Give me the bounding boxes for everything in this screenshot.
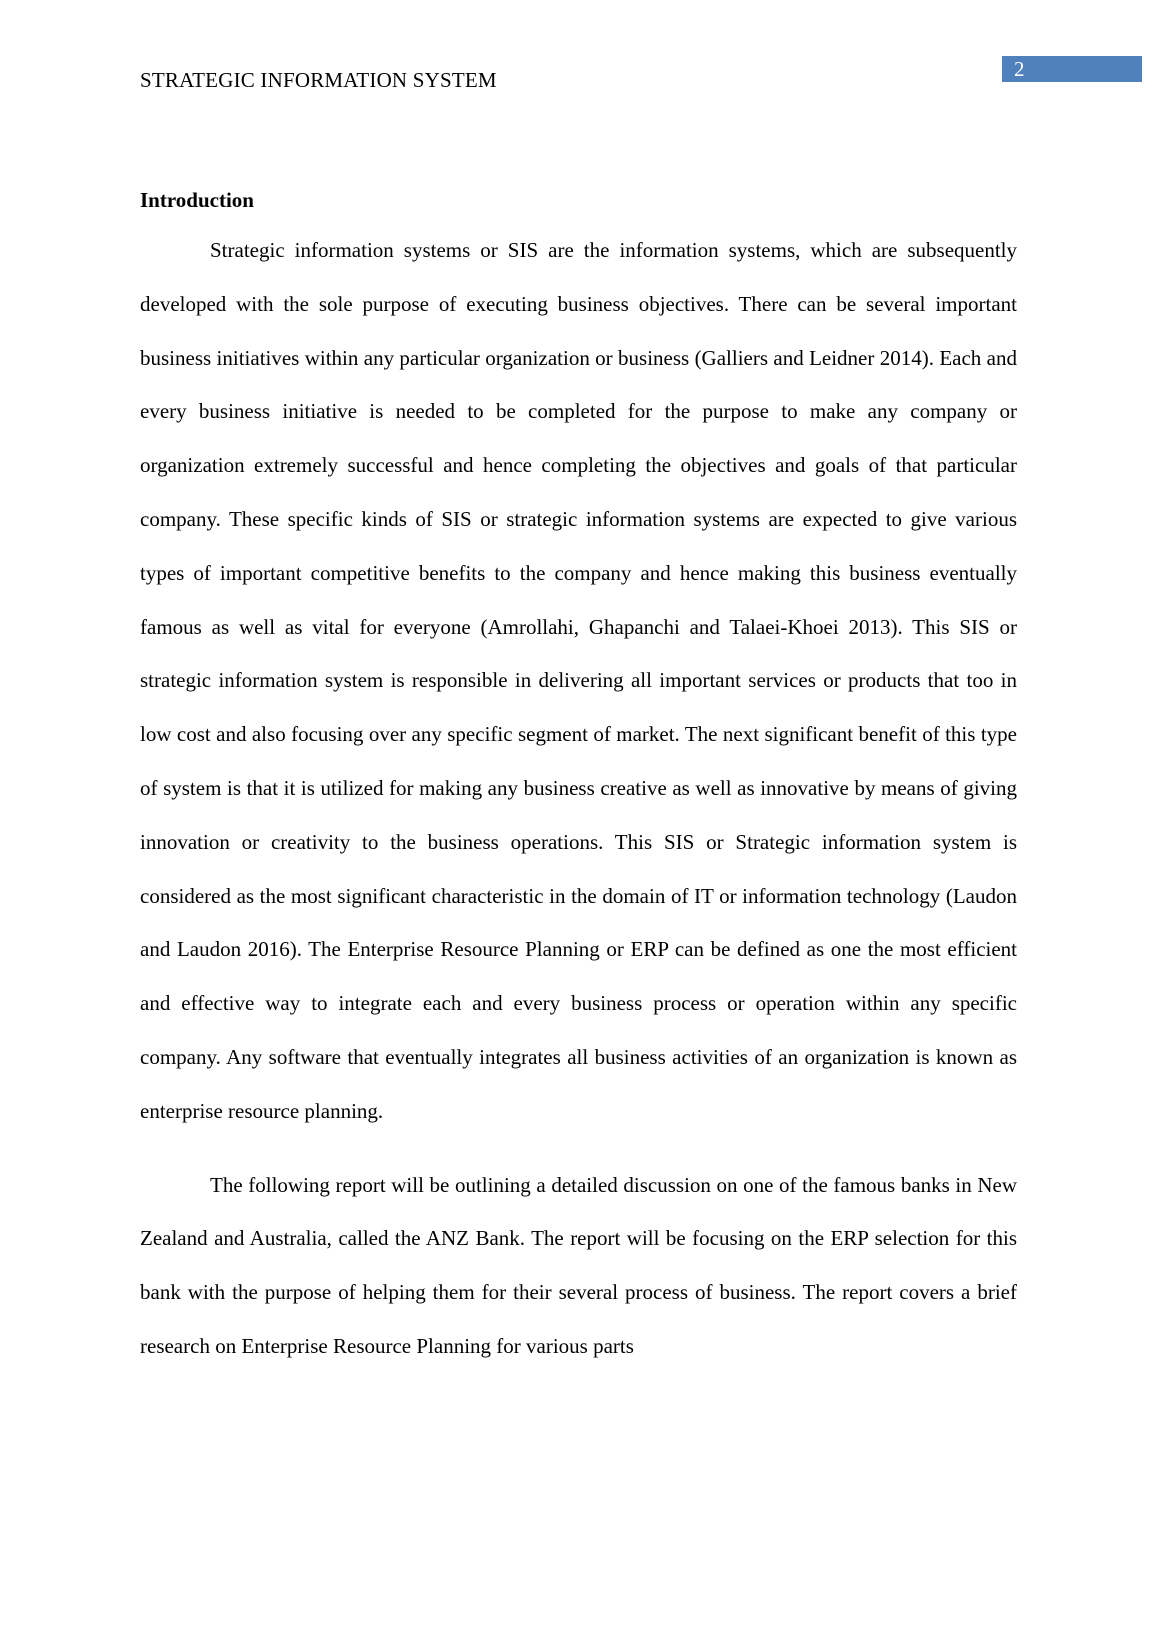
- running-head: STRATEGIC INFORMATION SYSTEM: [140, 68, 497, 92]
- paragraph-1: Strategic information systems or SIS are the information systems, which are subsequently developed with the sole purpose of executing business objectives. There can be several important business initiatives within any particular organization or business (Galliers and Leidner 2014). Each and every business initiative is needed to be completed for the purpose to make any company or organization extremely successful and hence completing the objectives and goals of that particular company. These specific kinds of SIS or strategic information systems are expected to give various types of important competitive benefits to the company and hence making this business eventually famous as well as vital for everyone (Amrollahi, Ghapanchi and Talaei-Khoei 2013). This SIS or strategic information system is responsible in delivering all important services or products that too in low cost and also focusing over any specific segment of market. The next significant benefit of this type of system is that it is utilized for making any business creative as well as innovative by means of giving innovation or creativity to the business operations. This SIS or Strategic information system is considered as the most significant characteristic in the domain of IT or information technology (Laudon and Laudon 2016). The Enterprise Resource Planning or ERP can be defined as one the most efficient and effective way to integrate each and every business process or operation within any specific company. Any software that eventually integrates all business activities of an organization is known as enterprise resource planning.: [140, 238, 1017, 1123]
- page-number-box: [1002, 56, 1142, 82]
- document-body: [140, 182, 1017, 1374]
- page-number: 2: [1014, 57, 1025, 81]
- paragraph-2: The following report will be outlining a detailed discussion on one of the famous banks in New Zealand and Australia, called the ANZ Bank. The report will be focusing on the ERP selection for this bank with the purpose of helping them for their several process of business. The report covers a brief research on Enterprise Resource Planning for various parts: [140, 1172, 1017, 1358]
- section-heading-introduction: Introduction: [140, 188, 254, 212]
